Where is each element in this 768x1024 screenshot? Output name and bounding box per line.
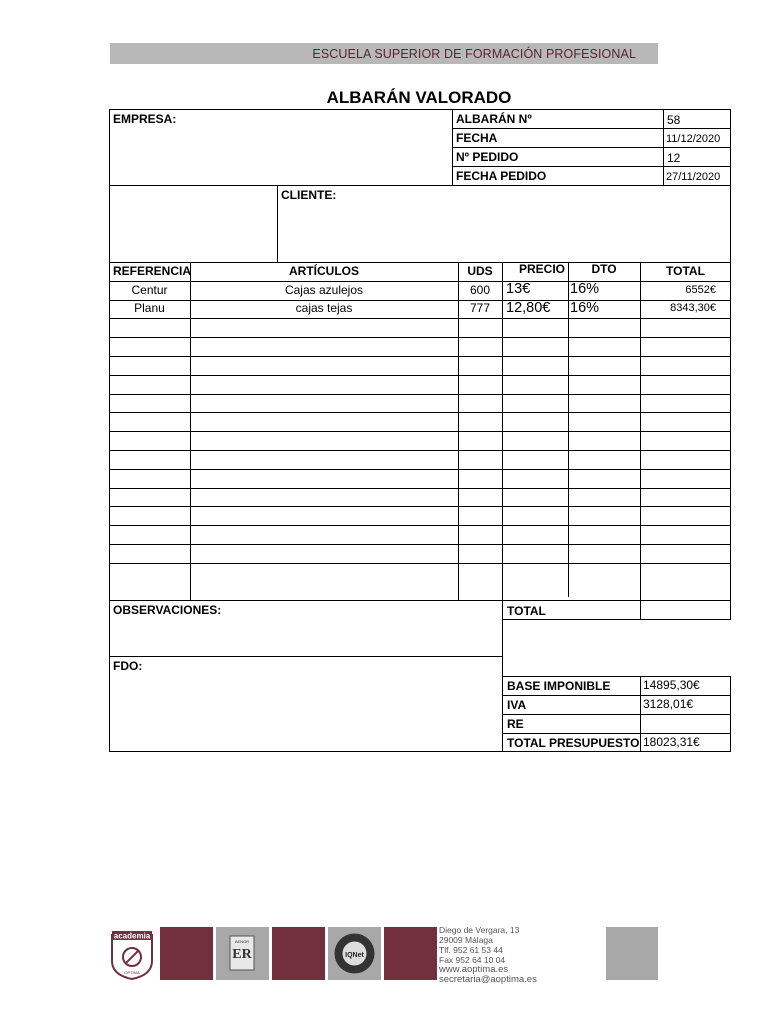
total-presupuesto-label: TOTAL PRESUPUESTO xyxy=(507,736,640,750)
fdo-label: FDO: xyxy=(113,659,143,673)
divider xyxy=(502,733,731,734)
pedido-no-value: 12 xyxy=(667,151,681,165)
row-divider xyxy=(109,412,731,413)
fecha-pedido-label: FECHA PEDIDO xyxy=(456,169,547,183)
row2-total: 8343,30€ xyxy=(670,302,716,314)
school-header-bar xyxy=(110,43,658,64)
row2-dto: 16% xyxy=(570,300,600,316)
row-divider xyxy=(109,469,731,470)
row-divider xyxy=(109,525,731,526)
row-divider xyxy=(109,563,731,564)
base-imponible-value: 14895,30€ xyxy=(643,678,700,692)
row-divider xyxy=(109,356,731,357)
row-divider xyxy=(109,431,731,432)
fdo-box xyxy=(109,656,503,752)
empresa-box xyxy=(109,109,731,263)
row2-uds: 777 xyxy=(469,301,491,315)
col-header-total: TOTAL xyxy=(666,264,705,278)
fax-line: Fax 952 64 10 04 xyxy=(439,955,506,965)
row-divider xyxy=(109,450,731,451)
col-divider xyxy=(502,262,503,601)
divider xyxy=(502,714,731,715)
document-title: ALBARÁN VALORADO xyxy=(326,88,512,107)
row-divider xyxy=(109,544,731,545)
col-divider xyxy=(568,262,569,597)
iva-label: IVA xyxy=(507,698,527,712)
academia-logo-subtext: OPTIMA xyxy=(124,970,140,975)
row-divider xyxy=(109,488,731,489)
cliente-label: CLIENTE: xyxy=(281,188,337,202)
row2-ref: Planu xyxy=(134,301,165,315)
address-line: Diego de Vergara, 13 xyxy=(439,925,520,935)
er-logo-tile xyxy=(216,927,269,980)
er-caption: AENOR xyxy=(234,939,250,944)
col-header-uds: UDS xyxy=(467,264,493,278)
row-divider xyxy=(109,394,731,395)
email-link[interactable]: secretaria@aoptima.es xyxy=(439,974,537,985)
row-divider xyxy=(109,337,731,338)
iqnet-logo-text: IQNet xyxy=(345,952,364,959)
divider xyxy=(452,166,731,167)
albaran-no-label: ALBARÁN Nº xyxy=(456,112,532,126)
col-header-referencia: REFERENCIA xyxy=(113,264,192,278)
divider xyxy=(502,619,503,677)
divider xyxy=(277,185,278,263)
row1-uds: 600 xyxy=(469,283,491,297)
fecha-value: 11/12/2020 xyxy=(666,133,721,145)
academia-optima-logo xyxy=(109,927,155,980)
row1-dto: 16% xyxy=(570,281,600,297)
divider xyxy=(502,695,731,696)
row1-total: 6552€ xyxy=(685,284,716,296)
col-header-dto: DTO xyxy=(591,262,617,276)
footer-block xyxy=(606,927,658,980)
observaciones-label: OBSERVACIONES: xyxy=(113,603,222,617)
row1-precio: 13€ xyxy=(506,281,531,297)
row-divider xyxy=(109,318,731,319)
re-label: RE xyxy=(507,717,524,731)
row-divider xyxy=(109,375,731,376)
row-divider xyxy=(109,506,731,507)
footer-block xyxy=(272,927,325,980)
address-line: 29009 Málaga xyxy=(439,935,493,945)
website-link[interactable]: www.aoptima.es xyxy=(439,964,509,975)
row-divider xyxy=(109,281,731,282)
er-logo-text: ER xyxy=(232,947,252,962)
divider xyxy=(640,600,641,620)
footer-address xyxy=(439,925,537,985)
school-name: ESCUELA SUPERIOR DE FORMACIÓN PROFESIONAL xyxy=(312,47,636,61)
total-presupuesto-value: 18023,31€ xyxy=(643,735,700,749)
footer-block xyxy=(160,927,213,980)
col-header-precio: PRECIO xyxy=(518,262,565,276)
phone-line: Tlf. 952 61 53 44 xyxy=(439,945,503,955)
divider xyxy=(452,128,731,129)
academia-logo-text: academia xyxy=(113,931,151,941)
fecha-label: FECHA xyxy=(456,131,498,145)
row2-articulo: cajas tejas xyxy=(295,301,353,315)
iqnet-logo-tile xyxy=(328,927,381,980)
row1-articulo: Cajas azulejos xyxy=(284,283,364,297)
row2-precio: 12,80€ xyxy=(506,300,551,316)
albaran-no-value: 58 xyxy=(667,113,681,127)
col-header-articulos: ARTÍCULOS xyxy=(289,264,359,278)
divider xyxy=(452,147,731,148)
fecha-pedido-value: 27/11/2020 xyxy=(666,171,721,183)
divider xyxy=(109,185,731,186)
pedido-no-label: Nº PEDIDO xyxy=(456,150,519,164)
empresa-label: EMPRESA: xyxy=(113,112,177,126)
base-imponible-label: BASE IMPONIBLE xyxy=(507,679,611,693)
iva-value: 3128,01€ xyxy=(643,697,694,711)
footer-block xyxy=(384,927,437,980)
row1-ref: Centur xyxy=(131,283,168,297)
total-label: TOTAL xyxy=(507,604,546,618)
